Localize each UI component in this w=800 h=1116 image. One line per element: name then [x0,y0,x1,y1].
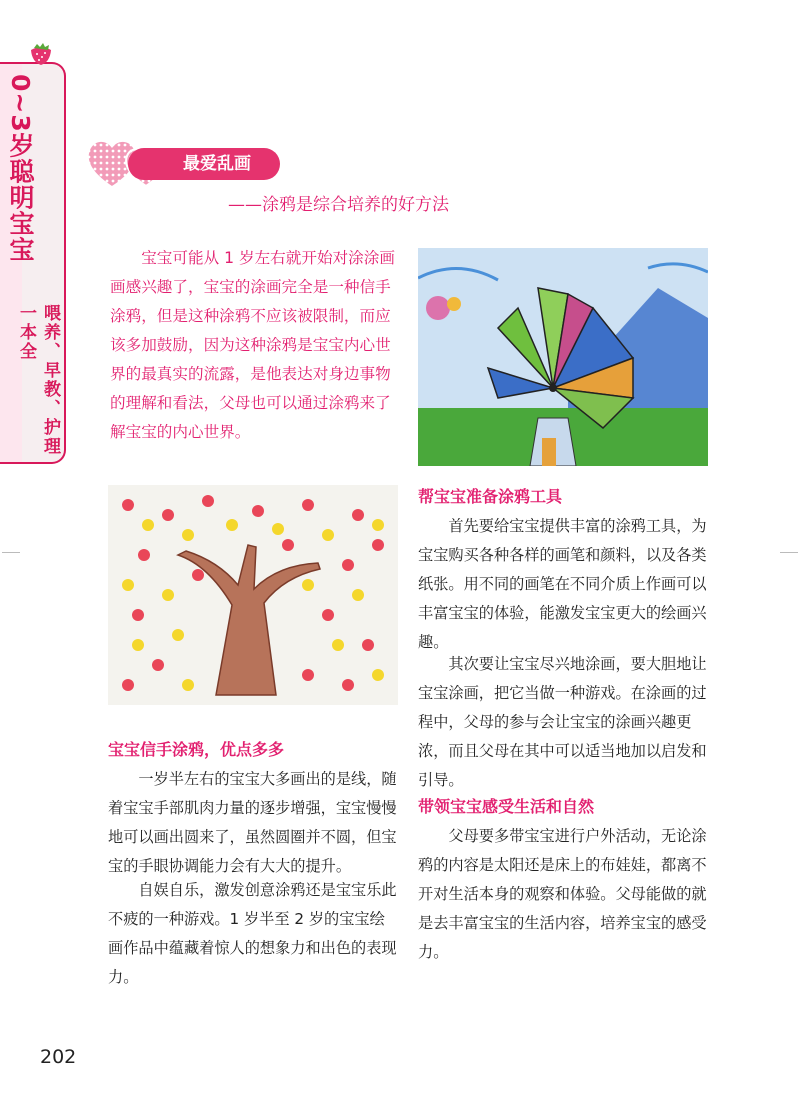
nature-paragraph: 父母要多带宝宝进行户外活动，无论涂鸦的内容是太阳还是床上的布娃娃，都离不开对生活本身的观察和体验。父母能做的就是去丰富宝宝的生活内容，培养宝宝的感受力。 [418,827,707,961]
freehand-paragraph-2: 自娱自乐，激发创意涂鸦还是宝宝乐此不疲的一种游戏。1 岁半至 2 岁的宝宝绘画作品中蕴藏着惊人的想象力和出色的表现力。 [108,881,397,986]
tools-heading: 帮宝宝准备涂鸦工具 [418,487,563,506]
strawberry-icon [28,42,54,66]
page-number: 202 [40,1046,77,1068]
freehand-heading: 宝宝信手涂鸦，优点多多 [108,740,285,759]
chapter-side-tab [0,62,66,464]
nature-heading: 带领宝宝感受生活和自然 [418,797,595,816]
book-subtitle: 喂养、早教、护理一本全 [16,304,60,456]
fingerprint-tree-image [108,485,398,705]
windmill-drawing-image [418,248,708,466]
section-title: 最爱乱画 [128,148,280,180]
crop-mark [780,552,798,553]
tools-paragraph-1: 首先要给宝宝提供丰富的涂鸦工具，为宝宝购买各种各样的画笔和颜料，以及各类纸张。用不同的画笔在不同介质上作画可以丰富宝宝的体验，能激发宝宝更大的绘画兴趣。 [418,517,707,651]
tools-paragraph-2: 其次要让宝宝尽兴地涂画，要大胆地让宝宝涂画，把它当做一种游戏。在涂画的过程中，父母的参与会让宝宝的涂画兴趣更浓，而且父母在其中可以适当地加以启发和引导。 [418,655,707,789]
intro-paragraph: 宝宝可能从 1 岁左右就开始对涂涂画画感兴趣了，宝宝的涂画完全是一种信手涂鸦，但是这种涂鸦不应该被限制，而应该多加鼓励，因为这种涂鸦是宝宝内心世界的最真实的流露，是他表达对身边事物的理解和看法，父母也可以通过涂鸦来了解宝宝的内心世界。 [110,249,395,441]
crop-mark [2,552,20,553]
section-subtitle: ——涂鸦是综合培养的好方法 [228,195,449,215]
book-title: 0~3岁聪明宝宝 [6,74,35,263]
freehand-paragraph-1: 一岁半左右的宝宝大多画出的是线，随着宝宝手部肌肉力量的逐步增强，宝宝慢慢地可以画出圆来了，虽然圆圈并不圆，但宝宝的手眼协调能力会有大大的提升。 [108,770,397,875]
